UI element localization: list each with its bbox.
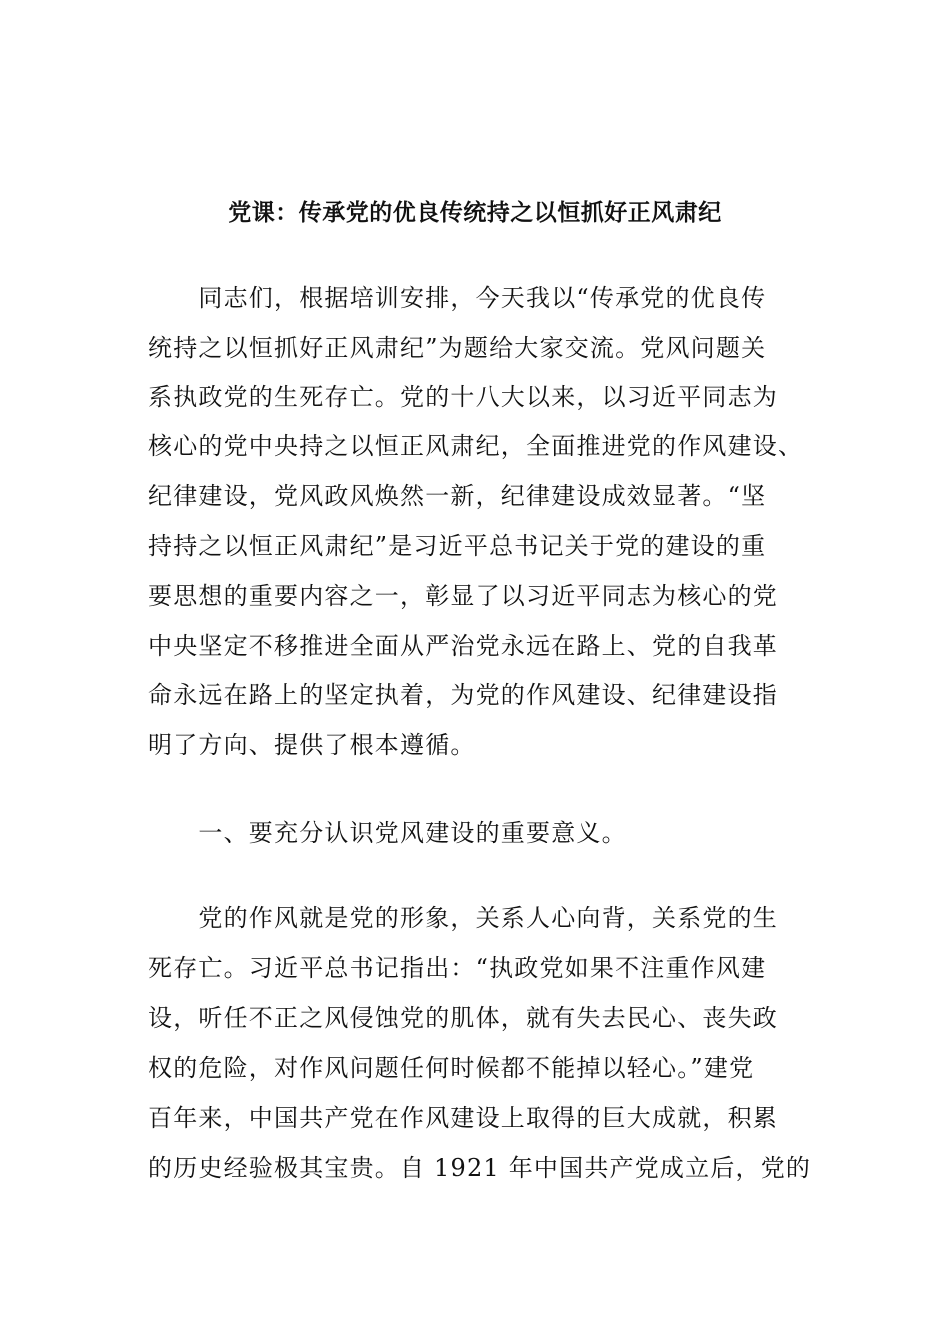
paragraph-line: 中央坚定不移推进全面从严治党永远在路上、党的自我革 — [148, 632, 778, 660]
paragraph-line: 统持之以恒抓好正风肃纪”为题给大家交流。党风问题关 — [148, 334, 767, 362]
paragraph-line: 的历史经验极其宝贵。自 1921 年中国共产党成立后，党的 — [148, 1154, 812, 1182]
paragraph-line: 明了方向、提供了根本遵循。 — [148, 731, 476, 759]
paragraph-line: 百年来，中国共产党在作风建设上取得的巨大成就，积累 — [148, 1104, 778, 1132]
paragraph-line: 权的危险，对作风问题任何时候都不能掉以轻心。”建党 — [148, 1054, 755, 1082]
paragraph-line: 持持之以恒正风肃纪”是习近平总书记关于党的建设的重 — [148, 532, 767, 560]
paragraph-line: 设，听任不正之风侵蚀党的肌体，就有失去民心、丧失政 — [148, 1004, 778, 1032]
paragraph-line: 命永远在路上的坚定执着，为党的作风建设、纪律建设指 — [148, 681, 778, 709]
paragraph-line: 党的作风就是党的形象，关系人心向背，关系党的生 — [148, 904, 778, 932]
paragraph-line: 核心的党中央持之以恒正风肃纪，全面推进党的作风建设、 — [148, 432, 804, 460]
paragraph-line: 同志们，根据培训安排，今天我以“传承党的优良传 — [148, 284, 767, 312]
paragraph-line: 要思想的重要内容之一，彰显了以习近平同志为核心的党 — [148, 582, 778, 610]
paragraph-line: 系执政党的生死存亡。党的十八大以来，以习近平同志为 — [148, 383, 778, 411]
paragraph-line: 纪律建设，党风政风焕然一新，纪律建设成效显著。“坚 — [148, 482, 767, 510]
paragraph-line: 死存亡。习近平总书记指出：“执政党如果不注重作风建 — [148, 954, 767, 982]
document-title: 党课：传承党的优良传统持之以恒抓好正风肃纪 — [228, 199, 722, 226]
section-heading: 一、要充分认识党风建设的重要意义。 — [148, 819, 627, 847]
